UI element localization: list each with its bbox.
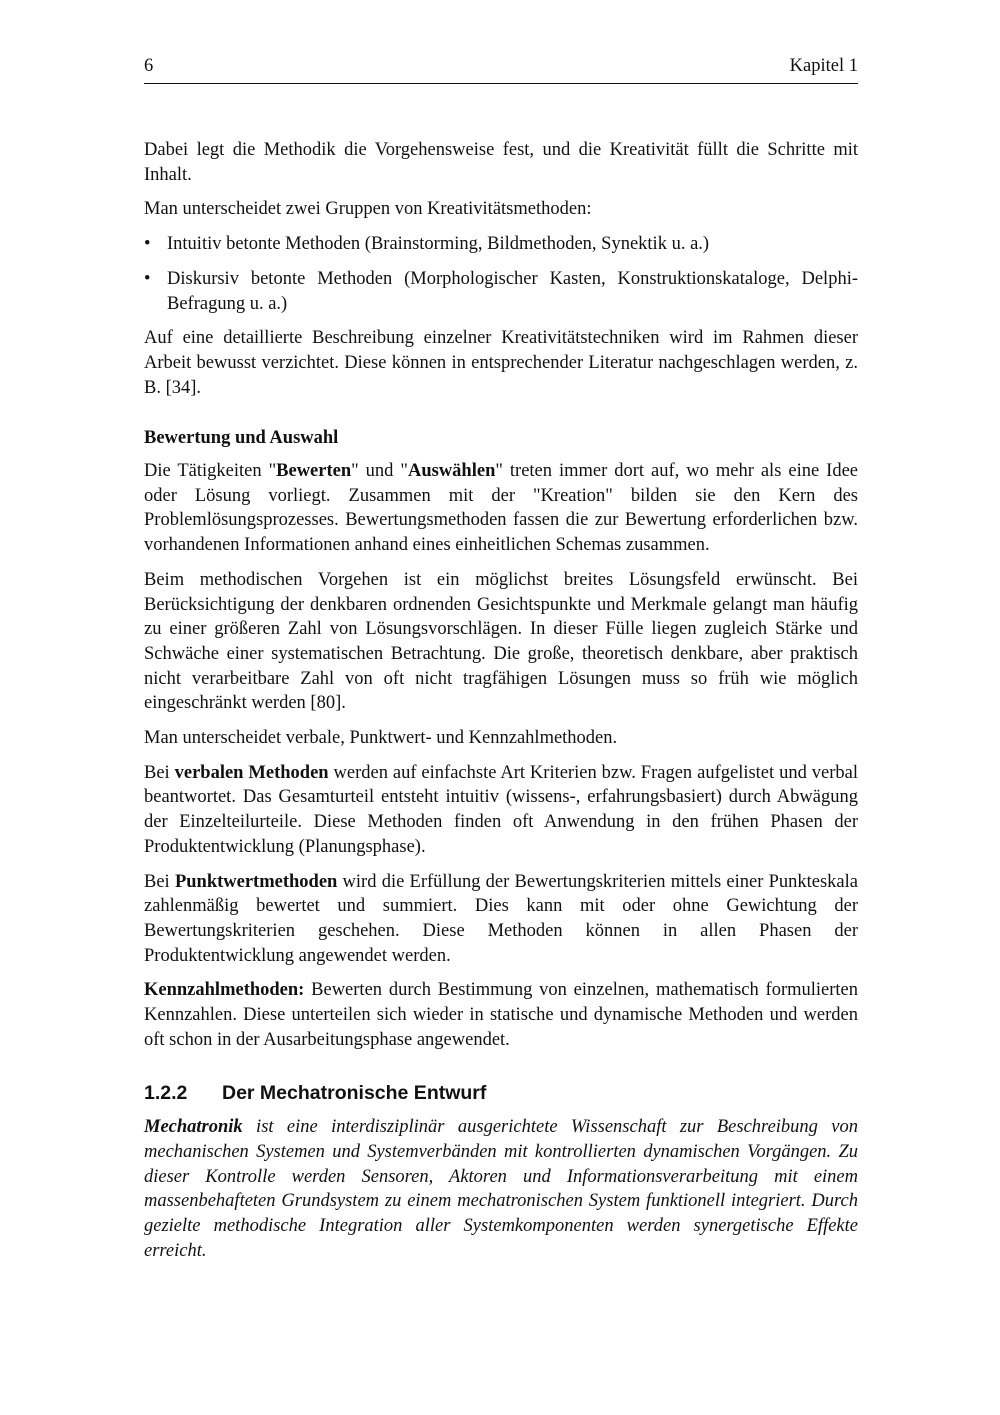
subheading: Bewertung und Auswahl	[144, 428, 339, 449]
text-run: werden auf einfachste Art Kriterien bzw. Fragen aufgelistet und verbal beantwortet. Das Gesamturteil entsteht intuitiv (wissens-, erfahrungsbasiert) durch Abwägung der Einzelteilurteile. Diese Methoden finden oft Anwendung in den frühen Phasen der Produktentwicklung (Planungsphase).	[144, 762, 858, 857]
paragraph	[144, 978, 858, 1052]
paragraph: Auf eine detaillierte Beschreibung einzelner Kreativitätstechniken wird im Rahmen dieser Arbeit bewusst verzichtet. Diese können in entsprechender Literatur nachgeschlagen werden, z. B. [34].	[144, 328, 858, 398]
text-run: Bei	[144, 871, 175, 892]
bold-term: Kennzahlmethoden:	[144, 980, 305, 1001]
bullet-icon: •	[144, 234, 151, 255]
list-item-text: Diskursiv betonte Methoden (Morphologischer Kasten, Konstruktionskataloge, Delphi-Befragung u. a.)	[167, 268, 858, 314]
page-number: 6	[144, 56, 154, 76]
text-run: Die Tätigkeiten "	[144, 461, 277, 482]
paragraph	[144, 870, 858, 969]
section-heading	[144, 1081, 858, 1106]
text-run: " und "	[351, 461, 408, 482]
paragraph	[144, 459, 858, 558]
paragraph: Man unterscheidet zwei Gruppen von Kreativitätsmethoden:	[144, 199, 592, 220]
bold-term: Bewerten	[276, 461, 352, 482]
section-number: 1.2.2	[144, 1081, 188, 1104]
chapter-title: Kapitel 1	[789, 56, 858, 76]
definition-paragraph	[144, 1115, 858, 1263]
list-item	[144, 267, 858, 316]
list-item	[144, 232, 858, 257]
text-run: ist eine interdisziplinär ausgerichtete Wissenschaft zur Beschreibung von mechanischen Systemen und Systemverbänden mit kontrollierten dynamischen Vorgängen. Zu dieser Kontrolle werden Sensoren, Aktoren und Informationsverarbeitung mit einem massenbehafteten Grundsystem zu einem mechatronischen System funktionell integriert. Durch gezielte methodische Integration aller Systemkomponenten werden synergetische Effekte erreicht.	[144, 1117, 858, 1261]
bullet-list	[144, 232, 858, 316]
bold-term: verbalen Methoden	[174, 762, 329, 783]
paragraph: Man unterscheidet verbale, Punktwert- und Kennzahlmethoden.	[144, 728, 618, 749]
text-run: " treten immer dort auf, wo mehr als eine Idee oder Lösung vorliegt. Zusammen mit der "Kreation" bilden sie den Kern des Problemlösungsprozesses. Bewertungsmethoden fassen die zur Bewertung erforderlichen bzw. vorhandenen Informationen anhand eines einheitlichen Schemas zusammen.	[144, 461, 858, 556]
text-run: Bewerten durch Bestimmung von einzelnen, mathematisch formulierten Kennzahlen. Diese unterteilen sich wieder in statische und dynamische Methoden und werden oft schon in der Ausarbeitungsphase angewendet.	[144, 980, 858, 1050]
bold-term: Mechatronik	[144, 1117, 243, 1138]
bold-term: Punktwertmethoden	[174, 871, 338, 892]
running-header	[144, 56, 858, 84]
paragraph: Beim methodischen Vorgehen ist ein möglichst breites Lösungsfeld erwünscht. Bei Berücksichtigung der denkbaren ordnenden Gesichtspunkte und Merkmale gelangt man häufig zu einer größeren Zahl von Lösungsvorschlägen. In dieser Fülle liegen zugleich Stärke und Schwäche einer systematischen Betrachtung. Die große, theoretisch denkbare, aber praktisch nicht verarbeitbare Zahl von oft nicht tragfähigen Lösungen muss so früh wie möglich eingeschränkt werden [80].	[144, 569, 858, 714]
list-item-text: Intuitiv betonte Methoden (Brainstorming, Bildmethoden, Synektik u. a.)	[167, 234, 710, 255]
paragraph	[144, 761, 858, 860]
bold-term: Auswählen	[407, 461, 496, 482]
body-text	[144, 138, 858, 1273]
text-run: wird die Erfüllung der Bewertungskriterien mittels einer Punkteskala zahlenmäßig bewertet und summiert. Dies kann mit oder ohne Gewichtung der Bewertungskriterien geschehen. Diese Methoden können in allen Phasen der Produktentwicklung angewendet werden.	[144, 871, 858, 966]
text-run: Bei	[144, 762, 175, 783]
bullet-icon: •	[144, 268, 151, 289]
paragraph: Dabei legt die Methodik die Vorgehensweise fest, und die Kreativität füllt die Schritte mit Inhalt.	[144, 140, 858, 185]
section-title: Der Mechatronische Entwurf	[222, 1081, 487, 1104]
